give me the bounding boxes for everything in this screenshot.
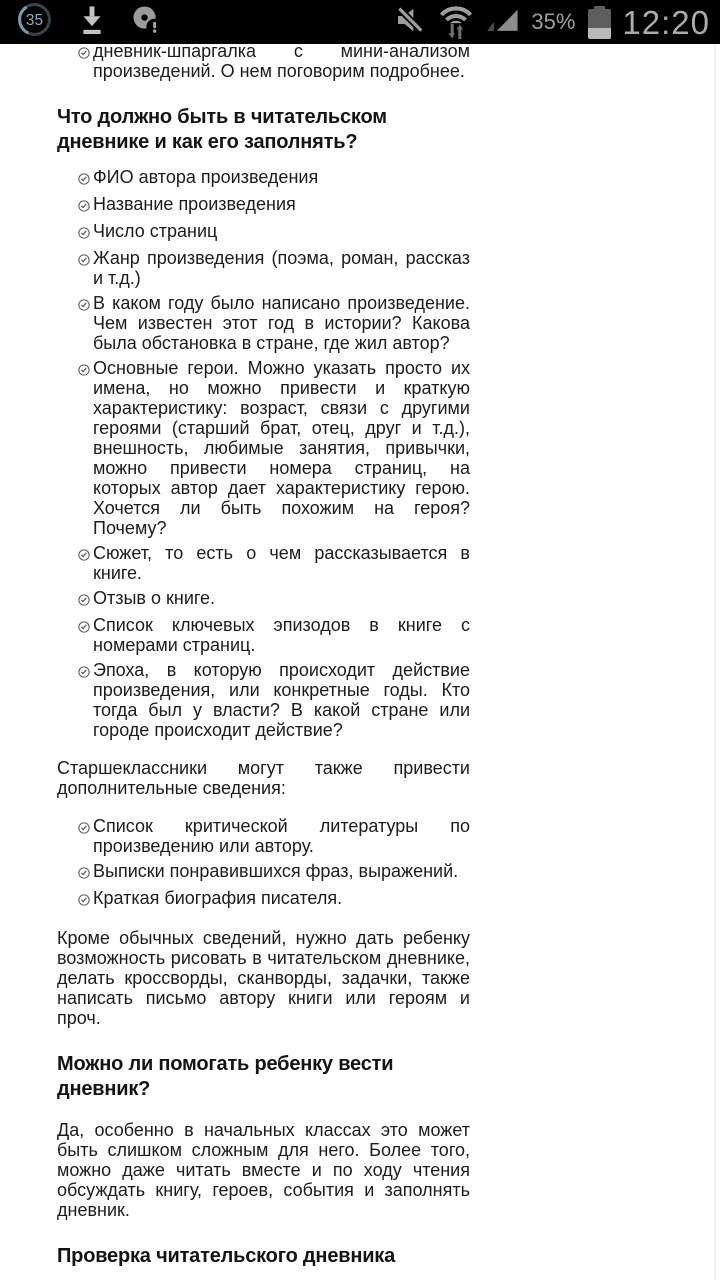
check-bullet-icon bbox=[78, 196, 90, 216]
svg-text:35: 35 bbox=[25, 12, 44, 30]
status-bar-right bbox=[394, 1, 710, 44]
battery-percent-text: 35% bbox=[531, 9, 576, 34]
page-edge-divider bbox=[714, 44, 716, 1280]
list-item bbox=[78, 167, 470, 189]
mute-icon bbox=[394, 4, 426, 41]
extra-info-list bbox=[57, 816, 470, 910]
battery-circle-widget bbox=[16, 1, 53, 43]
check-bullet-icon bbox=[78, 890, 90, 910]
paragraph-besides: Кроме обычных сведений, нужно дать ребенку возможность рисовать в читательском дневнике, делать кроссворды, сканворды, задачки, также написать письмо автору книги или героям и проч. bbox=[57, 928, 470, 1028]
status-bar[interactable] bbox=[0, 0, 720, 44]
battery-icon bbox=[588, 6, 611, 39]
check-bullet-icon bbox=[78, 250, 90, 288]
list-item-text: дневник-шпаргалка с мини-анализом произведений. О нем поговорим подробнее. bbox=[93, 41, 470, 81]
list-item bbox=[78, 293, 470, 353]
list-item-text: Список критической литературы по произведению или автору. bbox=[93, 816, 470, 856]
list-item-text: ФИО автора произведения bbox=[93, 167, 319, 187]
heading-check-diary: Проверка читательского дневника bbox=[57, 1245, 396, 1267]
download-icon bbox=[77, 4, 107, 41]
check-bullet-icon bbox=[78, 863, 90, 883]
list-item-text: Отзыв о книге. bbox=[93, 588, 216, 608]
list-item-text: Число страниц bbox=[93, 221, 218, 241]
check-bullet-icon bbox=[78, 617, 90, 655]
clock-text: 12:20 bbox=[622, 3, 710, 41]
check-bullet-icon bbox=[78, 545, 90, 583]
list-item-text: Эпоха, в которую происходит действие произведения, или конкретные годы. Кто тогда был у власти? В какой стране или городе происходит действие? bbox=[93, 660, 470, 740]
paragraph-help: Да, особенно в начальных классах это может быть слишком сложным для него. Более того, можно даже читать вместе и по ходу чтения обсуждать книгу, героев, события и заполнять дневник. bbox=[57, 1120, 470, 1220]
article-scroll-region[interactable] bbox=[57, 41, 470, 1269]
check-bullet-icon bbox=[78, 360, 90, 538]
check-bullet-icon bbox=[78, 590, 90, 610]
list-item-text: Название произведения bbox=[93, 194, 296, 214]
status-bar-left bbox=[16, 1, 163, 43]
list-item bbox=[78, 615, 470, 655]
list-item-text: Краткая биография писателя. bbox=[93, 888, 343, 908]
list-item bbox=[78, 194, 470, 216]
check-bullet-icon bbox=[78, 295, 90, 353]
list-item bbox=[78, 543, 470, 583]
wifi-arrows-icon bbox=[437, 1, 475, 44]
list-item bbox=[78, 41, 470, 81]
list-item-text: Список ключевых эпизодов в книге с номерами страниц. bbox=[93, 615, 470, 655]
list-item-text: Выписки понравившихся фраз, выражений. bbox=[93, 861, 459, 881]
heading-can-help: Можно ли помогать ребенку вести дневник? bbox=[57, 1053, 394, 1100]
list-item bbox=[78, 816, 470, 856]
list-item bbox=[78, 221, 470, 243]
list-item bbox=[78, 588, 470, 610]
list-item-text: Сюжет, то есть о чем рассказывается в книге. bbox=[93, 543, 470, 583]
list-item bbox=[78, 861, 470, 883]
check-bullet-icon bbox=[78, 662, 90, 740]
heading-what-should-be: Что должно быть в читательском дневнике и как его заполнять? bbox=[57, 106, 387, 153]
main-requirements-list bbox=[57, 167, 470, 740]
list-item bbox=[78, 660, 470, 740]
list-item-text: В каком году было написано произведение. Чем известен этот год в истории? Какова была обстановка в стране, где жил автор? bbox=[93, 293, 470, 353]
list-item-text: Жанр произведения (поэма, роман, рассказ и т.д.) bbox=[93, 248, 470, 288]
list-item bbox=[78, 248, 470, 288]
paragraph-seniors: Старшеклассники могут также привести дополнительные сведения: bbox=[57, 758, 470, 798]
check-bullet-icon bbox=[78, 223, 90, 243]
disc-alert-icon bbox=[131, 4, 163, 41]
signal-strength-icon bbox=[486, 5, 520, 40]
intro-list bbox=[57, 41, 470, 81]
list-item-text: Основные герои. Можно указать просто их имена, но можно привести и краткую характеристику: возраст, связи с другими героями (старший брат, отец, друг и т.д.), внешность, любимые занятия, привычки, можно привести номера страниц, на которых автор дает характеристику герою. Хочется ли быть похожим на героя? Почему? bbox=[93, 358, 470, 538]
check-bullet-icon bbox=[78, 818, 90, 856]
list-item bbox=[78, 888, 470, 910]
list-item bbox=[78, 358, 470, 538]
check-bullet-icon bbox=[78, 169, 90, 189]
check-bullet-icon bbox=[78, 43, 90, 81]
